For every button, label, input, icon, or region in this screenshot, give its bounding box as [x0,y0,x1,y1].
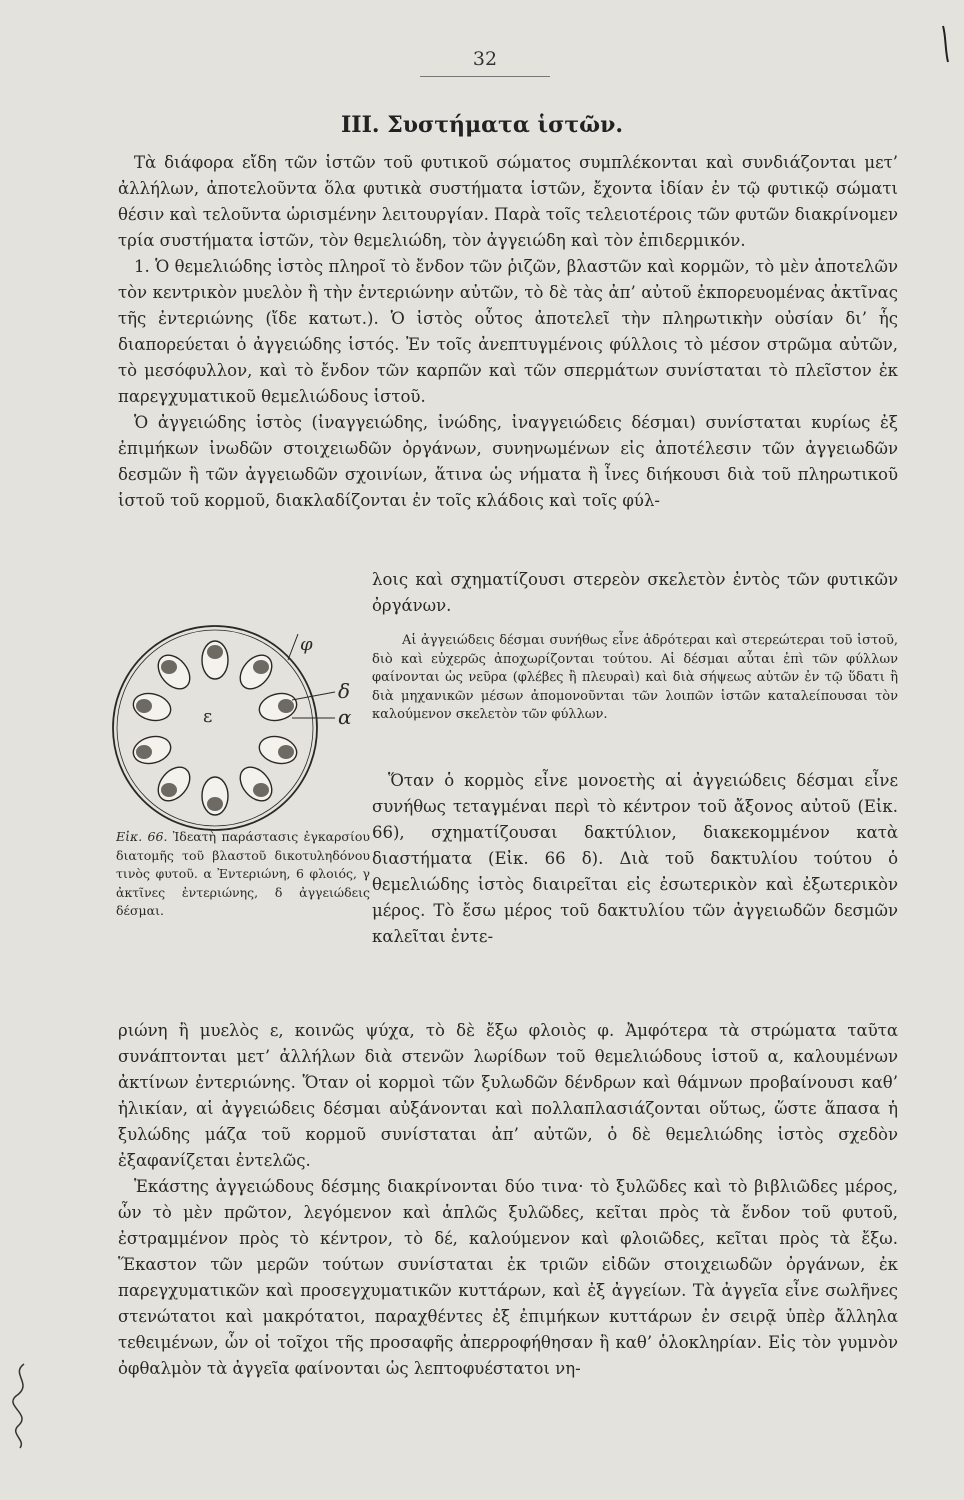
paragraph-annual-stem: Ὅταν ὁ κορμὸς εἶνε μονοετὴς αἱ ἀγγειώδεις δέσμαι εἶνε συνήθως τεταγμέναι περὶ τὸ κέντρον τοῦ ἄξονος αὐτοῦ (Εἰκ. 66), σχηματίζουσαι δακτύλιον, διακεκομμένον κατὰ διαστήματα (Εἰκ. 66 δ). Διὰ τοῦ δακτυλίου τούτου ὁ θεμελιώδης ἱστὸς διαιρεῖται εἰς ἐσωτερικὸν καὶ ἐξωτερικὸν μέρος. Τὸ ἔσω μέρος τοῦ δακτυλίου τῶν ἀγγειωδῶν δεσμῶν καλεῖται ἐντε- [372,771,898,946]
label-delta: δ [338,679,351,703]
paragraph-pith-bark: ριώνη ἢ μυελὸς ε, κοινῶς ψύχα, τὸ δὲ ἔξω φλοιὸς φ. Ἀμφότερα τὰ στρώματα ταῦτα συνάπτονται μετ’ ἀλλήλων διὰ στενῶν λωρίδων τοῦ θεμελιώδους ἱστοῦ α, καλουμένων ἀκτίνων ἐντεριώνης. Ὅταν οἱ κορμοὶ τῶν ξυλωδῶν δένδρων καὶ θάμνων προβαίνουσι καθ’ ἡλικίαν, αἱ ἀγγειώδεις δέσμαι αὐξάνονται καὶ πολλαπλασιάζονται οὕτως, ὥστε ἅπασα ἡ ξυλώδης μάζα τοῦ κορμοῦ συνίσταται ἀπ’ αὐτῶν, ὁ δὲ θεμελιώδης ἱστὸς σχεδὸν ἐξαφανίζεται ἐντελῶς. [118,1021,898,1170]
paragraph-continuation: λοις καὶ σχηματίζουσι στερεὸν σκελετὸν ἐντὸς τῶν φυτικῶν ὀργάνων. [372,570,898,615]
bottom-text-block [118,1018,898,1382]
figure-66-cross-section [110,622,370,834]
figure-caption [116,828,370,921]
paragraph-vascular-tissue: Ὁ ἀγγειώδης ἱστὸς (ἰναγγειώδης, ἰνώδης, ἰναγγειώδεις δέσμαι) συνίσταται κυρίως ἐξ ἐπιμήκων ἰνωδῶν στοιχειωδῶν ὀργάνων, συνηνωμένων εἰς ἀποτέλεσιν τῶν ἀγγειωδῶν δεσμῶν ἢ τῶν ἀγγειωδῶν σχοινίων, ἅτινα ὡς νήματα ἢ ἶνες διήκουσι διὰ τοῦ πληρωτικοῦ ἱστοῦ τοῦ κορμοῦ, διακλαδίζονται ἐν τοῖς κλάδοις καὶ τοῖς φύλ- [118,413,898,510]
vascular-bundle-ring [130,641,299,815]
label-phi: φ [300,634,313,655]
right-column-continuation [372,567,898,619]
right-column-paragraph [372,768,898,950]
section-title: III. Συστήματα ἱστῶν. [341,112,623,138]
paragraph-intro: Τὰ διάφορα εἴδη τῶν ἱστῶν τοῦ φυτικοῦ σώματος συμπλέκονται καὶ συνδιάζονται μετ’ ἀλλήλων, ἀποτελοῦντα ὅλα φυτικὰ συστήματα ἱστῶν, ἔχοντα ἰδίαν ἐν τῷ φυτικῷ σώματι θέσιν καὶ τελοῦντα ὡρισμένην λειτουργίαν. Παρὰ τοῖς τελειοτέροις τῶν φυτῶν διακρίνομεν τρία συστήματα ἱστῶν, τὸν θεμελιώδη, τὸν ἀγγειώδη καὶ τὸν ἐπιδερμικόν. [118,153,898,250]
header-rule [420,76,550,77]
label-epsilon: ε [203,706,213,727]
small-print-note: Αἱ ἀγγειώδεις δέσμαι συνήθως εἶνε ἁδρότεραι καὶ στερεώτεραι τοῦ ἱστοῦ, διὸ καὶ εὐχερῶς ἀποχωρίζονται τούτου. Αἱ δέσμαι αὗται ἐπὶ τῶν φύλλων φαίνονται ὡς νεῦρα (φλέβες ἢ πλευραὶ) καὶ διὰ σήψεως αὐτῶν ἐν τῷ ὕδατι ἢ διὰ μηχανικῶν μέσων ἀπομονοῦνται τῶν λοιπῶν ἱστῶν καταλείπουσαι τὸν καλούμενον σκελετὸν τῶν φύλλων. [372,633,898,722]
label-alpha: α [338,705,352,729]
page-number: 32 [472,48,498,70]
caption-label: Εἰκ. 66. [116,829,168,844]
top-text-block [118,150,898,514]
caption-text: Ἰδεατὴ παράστασις ἐγκαρσίου διατομῆς τοῦ βλαστοῦ δικοτυληδόνου τινὸς φυτοῦ. α Ἐντεριώνη, 6 φλοιός, γ ἀκτῖνες ἐντεριώνης, δ ἀγγειώδεις δέσμαι. [116,829,370,918]
margin-squiggle [6,1360,36,1450]
margin-mark [940,24,952,64]
paragraph-fundamental-tissue: 1. Ὁ θεμελιώδης ἱστὸς πληροῖ τὸ ἔνδον τῶν ῥιζῶν, βλαστῶν καὶ κορμῶν, τὸ μὲν ἀποτελῶν τὸν κεντρικὸν μυελὸν ἢ τὴν ἐντεριώνην αὐτῶν, τὸ δὲ τὰς ἀπ’ αὐτοῦ ἐκπορευομένας ἀκτῖνας τῆς ἐντεριώνης (ἴδε κατωτ.). Ὁ ἱστὸς οὗτος ἀποτελεῖ τὴν πληρωτικὴν οὐσίαν δι’ ἧς διαπορεύεται ὁ ἀγγειώδης ἱστός. Ἐν τοῖς ἀνεπτυγμένοις φύλλοις τὸ μέσον στρῶμα αὐτῶν, τὸ μεσόφυλλον, καὶ τὸ ἔνδον τῶν καρπῶν καὶ τῶν σπερμάτων συνίσταται τὸ πλεῖστον ἐκ παρεγχυματικοῦ θεμελιώδους ἱστοῦ. [118,257,898,406]
paragraph-bundle-parts: Ἑκάστης ἀγγειώδους δέσμης διακρίνονται δύο τινα· τὸ ξυλῶδες καὶ τὸ βιβλιῶδες μέρος, ὧν τὸ μὲν πρῶτον, λεγόμενον καὶ ἁπλῶς ξυλῶδες, κεῖται πρὸς τὰ ἔνδον τοῦ φυτοῦ, ἐστραμμένον πρὸς τὸ κέντρον, τὸ δέ, καλούμενον καὶ φλοιῶδες, κεῖται πρὸς τὰ ἔξω. Ἕκαστον τῶν μερῶν τούτων συνίσταται ἐκ τριῶν εἰδῶν στοιχειωδῶν ὀργάνων, ἐκ παρεγχυματικῶν καὶ προσεγχυματικῶν κυττάρων, καὶ ἐξ ἀγγείων. Τὰ ἀγγεῖα εἶνε σωλῆνες στενώτατοι καὶ μακρότατοι, παραχθέντες ἐξ ἐπιμήκων κυττάρων ἐν σειρᾷ ὑπὲρ ἄλληλα τεθειμένων, ὧν οἱ τοῖχοι τῆς προσαφῆς ἀπερροφήθησαν ἢ καθ’ ὁλοκληρίαν. Εἰς τὸν γυμνὸν ὀφθαλμὸν τὰ ἀγγεῖα φαίνονται ὡς λεπτοφυέστατοι νη- [118,1177,898,1378]
